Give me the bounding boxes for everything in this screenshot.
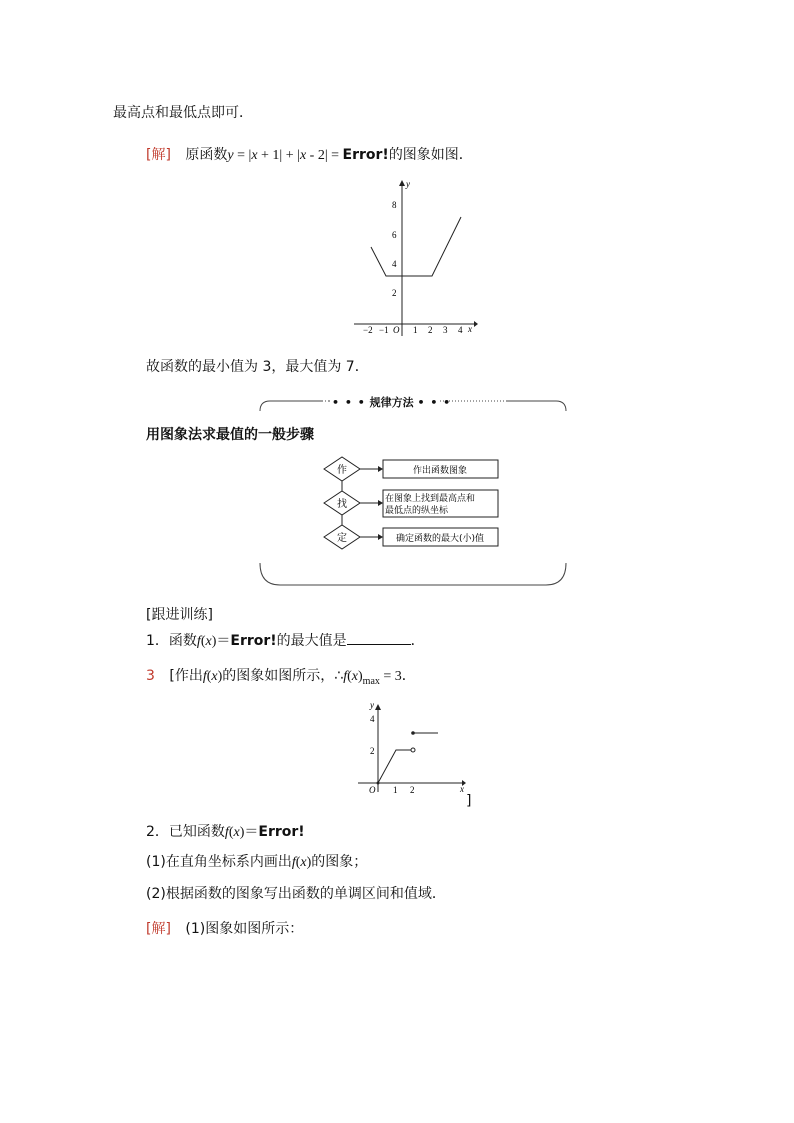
- closed-point: [411, 731, 415, 735]
- closing-bracket: ]: [466, 793, 472, 809]
- answer-value: 3: [146, 668, 155, 684]
- step-key: 找: [337, 499, 347, 510]
- solution-line: [146, 144, 473, 164]
- method-heading: 用图象法求最值的一般步骤: [146, 427, 314, 443]
- x-axis-label: x: [460, 784, 464, 794]
- step-key: 定: [337, 533, 347, 544]
- eq-part1: = |: [233, 148, 252, 163]
- x-axis-label: x: [468, 324, 472, 334]
- step-text: 确定函数的最大(小)值: [395, 534, 485, 544]
- y-axis-label: y: [406, 179, 410, 189]
- solution-2: [解] (1)图象如图所示：: [146, 921, 304, 937]
- solution-tag: [解]: [146, 147, 171, 163]
- answer-1: 3 [作出f(x)的图象如图所示，$\therefore f(x)_{max} = 3$．: [146, 668, 416, 687]
- var-x: x: [251, 148, 258, 163]
- solution-post: 的图象如图．: [388, 147, 473, 163]
- step-text: 在图象上找到最高点和: [385, 494, 476, 504]
- x-tick-label: 1: [413, 325, 418, 335]
- origin-label: O: [369, 785, 376, 795]
- origin-label: O: [393, 325, 400, 335]
- y-tick-label: 2: [370, 746, 375, 756]
- question-2-part-1: (1)在直角坐标系内画出f(x)的图象；: [146, 854, 368, 870]
- function-segment: [378, 750, 413, 783]
- eq-part2: + 1| + |: [257, 148, 300, 163]
- x-tick-label: 2: [428, 325, 433, 335]
- graph-piecewise-function: [356, 700, 468, 798]
- x-tick-label: 1: [393, 785, 398, 795]
- conclusion-text: 故函数的最小值为 3，最大值为 7．: [146, 359, 369, 375]
- eq-part3: - 2| =: [306, 148, 343, 163]
- x-tick-label: 3: [443, 325, 448, 335]
- var-x: x: [299, 148, 307, 163]
- open-point: [411, 748, 415, 752]
- question-1: 1．函数f(x)＝Error!的最大值是 ．: [146, 633, 425, 649]
- x-tick-label: 2: [410, 785, 415, 795]
- y-tick-label: 4: [392, 259, 397, 269]
- step-key: 作: [337, 465, 347, 476]
- step-text: 作出函数图象: [412, 466, 468, 476]
- origin-point: [377, 782, 380, 785]
- x-axis-arrow: [474, 321, 478, 327]
- error-text: Error!: [258, 824, 305, 840]
- function-curve: [371, 217, 461, 276]
- graph-abs-function: [350, 176, 480, 338]
- y-tick-label: 6: [392, 230, 397, 240]
- y-axis-arrow: [399, 180, 405, 186]
- x-tick-label: 4: [458, 325, 463, 335]
- y-tick-label: 8: [392, 200, 397, 210]
- var-y: y: [227, 148, 234, 163]
- x-tick-label: −1: [379, 325, 389, 335]
- solution-pre: 原函数: [185, 147, 228, 163]
- y-axis-arrow: [375, 704, 381, 710]
- question-2: 2．已知函数f(x)＝Error!: [146, 824, 305, 840]
- question-2-part-2: (2)根据函数的图象写出函数的单调区间和值域．: [146, 886, 446, 902]
- steps-flowchart: [322, 455, 504, 551]
- error-text: Error!: [342, 147, 389, 163]
- step-text: 最低点的纵坐标: [385, 506, 449, 516]
- solution-tag: [解]: [146, 921, 171, 937]
- x-tick-label: −2: [363, 325, 373, 335]
- y-tick-label: 2: [392, 288, 397, 298]
- intro-text: 最高点和最低点即可．: [113, 105, 253, 121]
- y-axis-label: y: [370, 700, 374, 710]
- error-text: Error!: [230, 633, 277, 649]
- practice-label: [跟进训练]: [146, 607, 213, 623]
- method-box-title: • • • 规律方法 • • •: [332, 396, 452, 409]
- y-tick-label: 4: [370, 714, 375, 724]
- answer-blank: [347, 632, 411, 645]
